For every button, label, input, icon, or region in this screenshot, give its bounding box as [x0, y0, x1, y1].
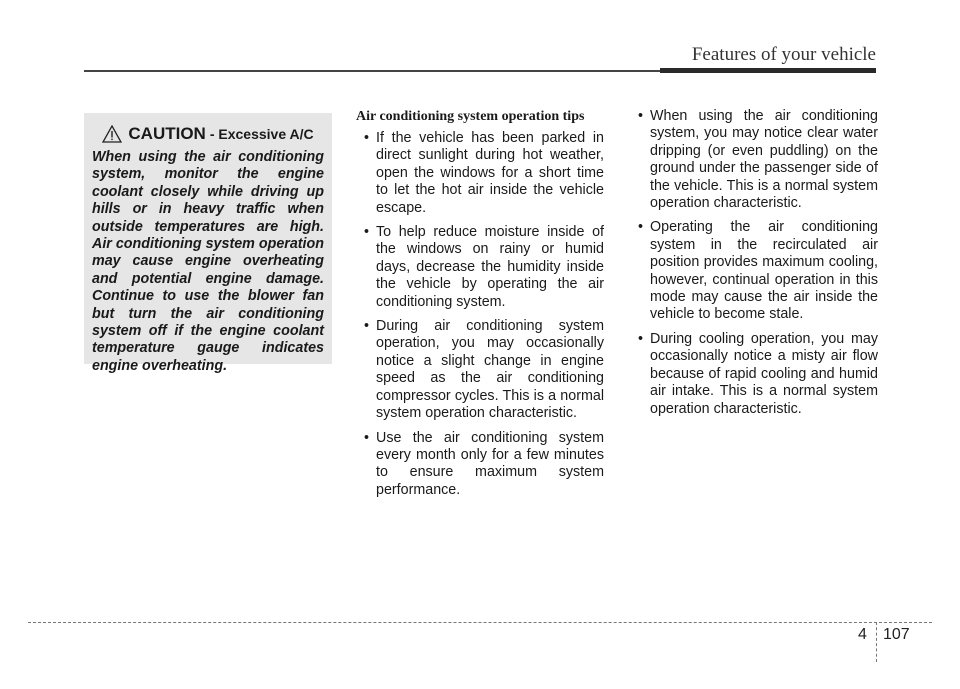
page-number: 107	[883, 626, 910, 643]
list-item-text: Use the air conditioning system every month only for a few minutes to ensure maximum system performance.	[376, 429, 604, 498]
footer-rule	[28, 622, 932, 623]
bullet-icon: •	[364, 429, 370, 446]
list-item	[630, 108, 878, 212]
list-item	[356, 224, 604, 311]
page-header-title: Features of your vehicle	[691, 44, 876, 65]
right-column	[630, 108, 878, 425]
middle-column	[356, 108, 604, 506]
caution-box	[84, 113, 332, 374]
list-item-text: During cooling operation, you may occasionally notice a misty air flow because of rapid cooling and humid air intake. This is a normal system operation characteristic.	[650, 330, 878, 417]
list-item	[630, 219, 878, 323]
list-item	[356, 130, 604, 217]
list-item-text: Operating the air conditioning system in the recirculated air position provides maximum cooling, however, continual operation in this mode may cause the air inside the vehicle to become stale.	[650, 219, 878, 323]
bullet-icon: •	[364, 224, 370, 241]
bullet-icon: •	[638, 108, 644, 124]
caution-label: CAUTION	[128, 124, 206, 143]
bullet-icon: •	[364, 318, 370, 335]
caution-heading	[92, 121, 324, 147]
section-title: Air conditioning system operation tips	[356, 109, 585, 124]
list-item-text: If the vehicle has been parked in direct sunlight during hot weather, open the windows for a short time to let the hot air inside the vehicle escape.	[376, 130, 604, 216]
tips-list-continued	[630, 108, 878, 418]
bullet-icon: •	[638, 330, 644, 347]
warning-triangle-icon	[102, 125, 122, 143]
list-item	[356, 318, 604, 422]
header-rule-accent	[660, 68, 876, 73]
tips-list	[356, 130, 604, 499]
list-item	[356, 430, 604, 500]
list-item	[630, 331, 878, 418]
list-item-text: During air conditioning system operation, you may occasionally notice a slight change in engine speed as the air conditioning compressor cycles. This is a normal system operation characteristic.	[376, 318, 604, 422]
chapter-number: 4	[858, 626, 867, 643]
caution-body: When using the air conditioning system, monitor the engine coolant closely while driving up hills or in heavy traffic when outside temperatures are high. Air conditioning system operation may cause engine overheating and potential engine damage. Continue to use the blower fan but turn the air conditioning system off if the engine coolant temperature gauge indicates engine overheating.	[92, 149, 324, 374]
bullet-icon: •	[364, 130, 370, 146]
list-item-text: To help reduce moisture inside of the windows on rainy or humid days, decrease the humidity inside the vehicle by operating the air conditioning system.	[376, 224, 604, 310]
page-number-divider	[876, 622, 877, 662]
caution-subtitle: - Excessive A/C	[209, 126, 314, 142]
list-item-text: When using the air conditioning system, you may notice clear water dripping (or even puddling) on the ground under the passenger side of the vehicle. This is a normal system operation characteristic.	[650, 108, 878, 212]
bullet-icon: •	[638, 219, 644, 236]
